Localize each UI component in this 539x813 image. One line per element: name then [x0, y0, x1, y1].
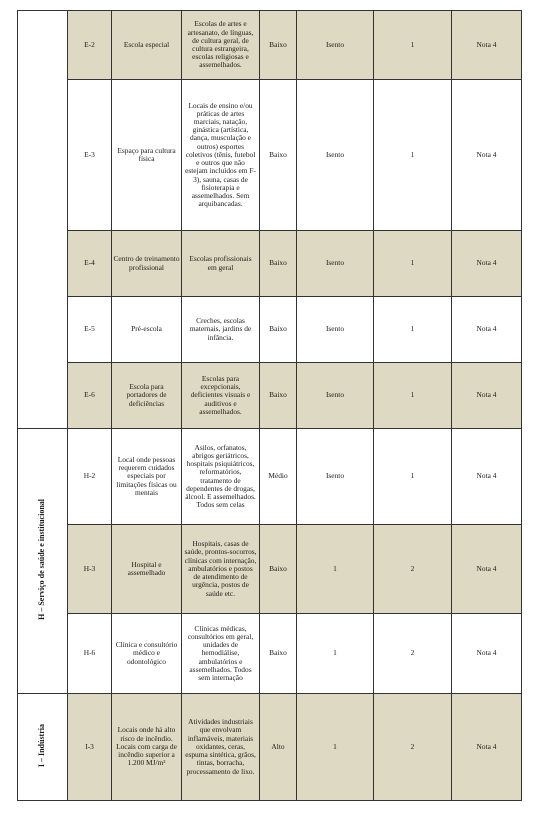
requirement-value-2-cell: 1: [374, 429, 452, 525]
table-row: [18, 231, 522, 297]
occupancy-name-cell: Local onde pessoas requerem cuidados especiais por limitações físicas ou mentais: [112, 429, 182, 525]
division-code-cell: E-5: [68, 297, 112, 363]
requirement-value-2-cell: 1: [374, 363, 452, 429]
requirement-value-1-cell: 1: [297, 694, 374, 801]
description-cell: Asilos, orfanatos, abrigos geriátricos, hospitais psiquiátricos, reformatórios, tratamento de dependentes de drogas, álcool. E assemelhados. Todos sem celas: [182, 429, 260, 525]
requirement-value-1-cell: Isento: [297, 297, 374, 363]
occupancy-name-cell: Centro de treinamento profissional: [112, 231, 182, 297]
division-code-cell: E-6: [68, 363, 112, 429]
risk-level-cell: Baixo: [260, 231, 297, 297]
description-cell: Escolas profissionais em geral: [182, 231, 260, 297]
division-code-cell: H-2: [68, 429, 112, 525]
risk-level-cell: Médio: [260, 429, 297, 525]
group-label: H – Serviço de saúde e institucional: [37, 499, 47, 621]
requirement-value-1-cell: Isento: [297, 231, 374, 297]
requirement-value-2-cell: 1: [374, 11, 452, 80]
note-reference-cell: Nota 4: [452, 11, 522, 80]
occupancy-name-cell: Hospital e assemelhado: [112, 525, 182, 614]
note-reference-cell: Nota 4: [452, 297, 522, 363]
requirement-value-2-cell: 1: [374, 231, 452, 297]
requirement-value-1-cell: 1: [297, 614, 374, 694]
group-label: I – Indústria: [37, 724, 47, 768]
occupancy-name-cell: Escola para portadores de deficiências: [112, 363, 182, 429]
risk-level-cell: Baixo: [260, 525, 297, 614]
requirement-value-1-cell: Isento: [297, 363, 374, 429]
note-reference-cell: Nota 4: [452, 363, 522, 429]
requirement-value-2-cell: 2: [374, 694, 452, 801]
group-label-cell: [18, 11, 68, 429]
division-code-cell: E-3: [68, 80, 112, 231]
description-cell: Clínicas médicas, consultórios em geral, unidades de hemodiálise, ambulatórios e assemelhados. Todos sem internação: [182, 614, 260, 694]
table-row: [18, 11, 522, 80]
division-code-cell: E-2: [68, 11, 112, 80]
table-row: [18, 614, 522, 694]
occupancy-name-cell: Clínica e consultório médico e odontológico: [112, 614, 182, 694]
risk-level-cell: Baixo: [260, 11, 297, 80]
risk-level-cell: Baixo: [260, 297, 297, 363]
requirement-value-2-cell: 1: [374, 297, 452, 363]
table-row: [18, 297, 522, 363]
occupancy-name-cell: Escola especial: [112, 11, 182, 80]
note-reference-cell: Nota 4: [452, 694, 522, 801]
risk-level-cell: Baixo: [260, 363, 297, 429]
table-row: [18, 525, 522, 614]
table-row: [18, 80, 522, 231]
risk-level-cell: Alto: [260, 694, 297, 801]
group-label-cell: [18, 429, 68, 694]
division-code-cell: E-4: [68, 231, 112, 297]
group-label-cell: [18, 694, 68, 801]
requirement-value-1-cell: 1: [297, 525, 374, 614]
requirement-value-1-cell: Isento: [297, 11, 374, 80]
risk-level-cell: Baixo: [260, 614, 297, 694]
requirement-value-1-cell: Isento: [297, 429, 374, 525]
note-reference-cell: Nota 4: [452, 80, 522, 231]
description-cell: Locais de ensino e/ou práticas de artes marciais, natação, ginástica (artística, dança, musculação e outros) esportes coletivos (tênis, futebol e outros que não estejam incluídos em F-3), sauna, casas de fisioterapia e assemelhados. Sem arquibancadas.: [182, 80, 260, 231]
table-row: [18, 363, 522, 429]
description-cell: Hospitais, casas de saúde, prontos-socorros, clínicas com internação, ambulatórios e postos de atendimento de urgência, postos de saúde etc.: [182, 525, 260, 614]
risk-level-cell: Baixo: [260, 80, 297, 231]
requirement-value-2-cell: 2: [374, 525, 452, 614]
division-code-cell: H-3: [68, 525, 112, 614]
description-cell: Escolas de artes e artesanato, de línguas, de cultura geral, de cultura estrangeira, escolas religiosas e assemelhados.: [182, 11, 260, 80]
occupancy-name-cell: Espaço para cultura física: [112, 80, 182, 231]
note-reference-cell: Nota 4: [452, 429, 522, 525]
occupancy-table: [17, 10, 522, 801]
table-row: [18, 694, 522, 801]
description-cell: Creches, escolas maternais, jardins de infância.: [182, 297, 260, 363]
division-code-cell: H-6: [68, 614, 112, 694]
description-cell: Escolas para excepcionais, deficientes visuais e auditivos e assemelhados.: [182, 363, 260, 429]
requirement-value-1-cell: Isento: [297, 80, 374, 231]
note-reference-cell: Nota 4: [452, 231, 522, 297]
description-cell: Atividades industriais que envolvam inflamáveis, materiais oxidantes, ceras, espuma sintética, grãos, tintas, borracha, processamento de lixo.: [182, 694, 260, 801]
note-reference-cell: Nota 4: [452, 614, 522, 694]
requirement-value-2-cell: 2: [374, 614, 452, 694]
table-row: [18, 429, 522, 525]
occupancy-name-cell: Locais onde há alto risco de incêndio. Locais com carga de incêndio superior a 1.200 MJ/m²: [112, 694, 182, 801]
note-reference-cell: Nota 4: [452, 525, 522, 614]
requirement-value-2-cell: 1: [374, 80, 452, 231]
division-code-cell: I-3: [68, 694, 112, 801]
occupancy-name-cell: Pré-escola: [112, 297, 182, 363]
